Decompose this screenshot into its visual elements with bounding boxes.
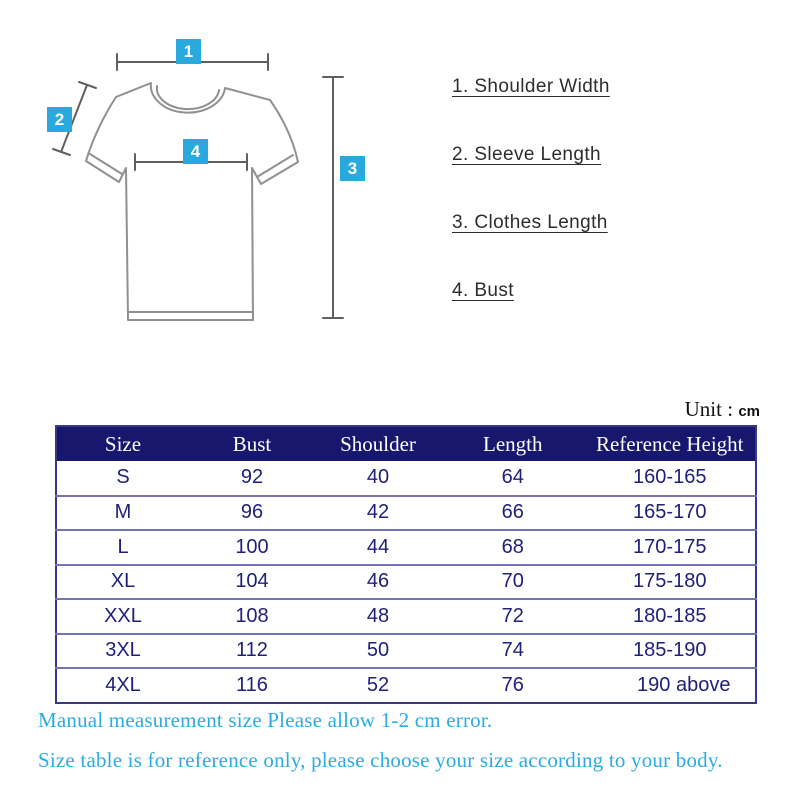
table-cell: 165-170 [633,501,707,524]
table-cell: 170-175 [633,535,707,558]
table-cell: M [114,501,132,524]
col-header-bust: Bust [232,431,272,456]
table-cell: XXL [104,604,142,627]
table-cell: 108 [235,604,269,627]
footnote-measurement-error: Manual measurement size Please allow 1-2 cm error. [38,708,493,732]
table-cell: 112 [236,639,268,662]
table-cell: L [117,535,129,558]
table-cell: 175-180 [633,570,707,593]
table-cell: 104 [235,570,269,593]
measure-badge-3: 3 [340,156,365,181]
tshirt-outline [86,83,298,320]
col-header-size: Size [104,431,142,456]
table-cell: 116 [236,673,268,696]
table-row [56,530,756,565]
table-cell: 185-190 [633,639,707,662]
size-table [55,425,757,704]
unit-value: cm [738,403,760,420]
table-cell: 70 [501,570,524,593]
table-row [56,565,756,600]
table-cell: 44 [366,535,390,558]
table-cell: 40 [366,466,390,489]
legend-sleeve-length: 2. Sleeve Length [452,144,602,165]
size-table-header-row [56,426,756,461]
table-cell: 72 [501,604,524,627]
legend-clothes-length: 3. Clothes Length [452,212,608,233]
table-cell: 66 [501,501,524,524]
table-cell: 46 [366,570,390,593]
table-cell: 100 [235,535,269,558]
table-cell: 68 [501,535,524,558]
tshirt-collar-inner [157,86,219,109]
table-cell: 42 [366,501,390,524]
table-row [56,599,756,634]
table-cell: 76 [501,673,524,696]
table-cell: 48 [366,604,390,627]
table-cell: XL [110,570,136,593]
table-row [56,668,756,703]
table-cell: 160-165 [633,466,707,489]
col-header-length: Length [483,431,543,456]
table-cell: 74 [501,639,524,662]
footnote-reference-only: Size table is for reference only, please choose your size according to your body. [38,748,723,772]
unit-label [685,397,760,422]
unit-prefix: Unit [684,397,722,421]
size-table-body [56,461,756,703]
table-row [56,461,756,496]
table-cell: 3XL [105,639,141,662]
table-cell: 4XL [105,673,141,696]
table-cell: 92 [240,466,264,489]
legend-bust: 4. Bust [452,280,514,301]
col-header-shoulder: Shoulder [340,431,416,456]
table-cell: 50 [366,639,390,662]
measure-badge-1: 1 [176,39,201,64]
measure-badge-2: 2 [47,107,72,132]
table-cell: 180-185 [633,604,707,627]
table-row [56,496,756,531]
table-cell: 64 [501,466,524,489]
table-row [56,634,756,669]
unit-separator: : [721,397,739,421]
table-cell: 96 [240,501,264,524]
table-cell: 190 above [637,673,731,696]
col-header-reference-height: Reference Height [595,431,744,456]
table-cell: S [116,466,130,489]
table-cell: 52 [366,673,390,696]
measure-badge-4: 4 [183,139,208,164]
legend-shoulder-width: 1. Shoulder Width [452,76,610,97]
